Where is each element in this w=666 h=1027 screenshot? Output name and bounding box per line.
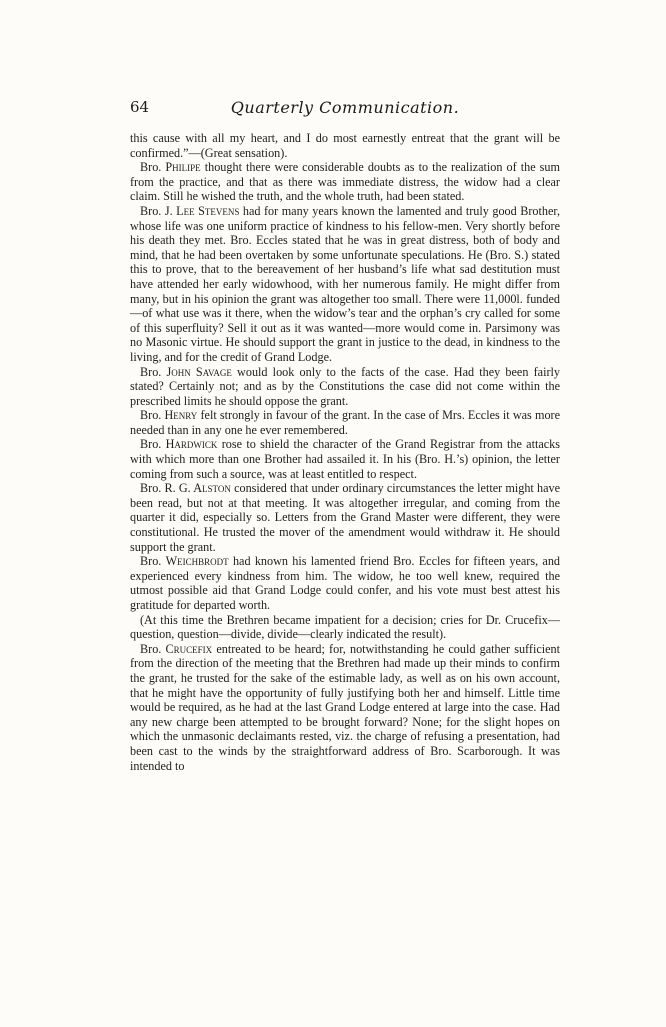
paragraph-text: had known his lamented friend Bro. Eccles for fifteen years, and experienced every kindness from him. The widow, he too well knew, required the utmost possible aid that Grand Lodge could confer, and his vote must best attest his gratitude for departed worth. xyxy=(130,554,561,612)
speaker-name: Philipe xyxy=(165,160,201,175)
paragraph-text: considered that under ordinary circumstances the letter might have been read, but not at that meeting. It was altogether irregular, and coming from the quarter it did, especially so. Letters from the Grand Master were different, they were constitutional. He trusted the mover of the amendment would withdraw it. He should support the grant. xyxy=(130,481,561,554)
paragraph-text: rose to shield the character of the Grand Registrar from the attacks with which more than one Brother had assailed it. In his (Bro. H.’s) opinion, the letter coming from such a source, was at least entitled to respect. xyxy=(130,437,560,481)
speaker-name: J. Lee Stevens xyxy=(164,203,240,218)
paragraph-text: would look only to the facts of the case. Had they been fairly stated? Certainly not; and as by the Constitutions the case did not come within the prescribed limits he should oppose the grant. xyxy=(130,364,560,408)
speaker-name: Crucefix xyxy=(165,641,213,656)
speaker-name: John Savage xyxy=(166,364,232,379)
page-number: 64 xyxy=(130,98,150,116)
paragraph-hardwick: Bro. Hardwick rose to shield the character of the Grand Registrar from the attacks with which more than one Brother had assailed it. In his (Bro. H.’s) opinion, the letter coming from such a source, was at least entitled to respect. xyxy=(130,437,560,481)
speaker-name: Henry xyxy=(164,408,198,423)
paragraph-text: had for many years known the lamented and truly good Brother, whose life was one uniform practice of kindness to his fellow-men. Very shortly before his death they met. Bro. Eccles stated that he was in great distress, both of body and mind, that he had been overtaken by some unfortunate speculations. He (Bro. S.) stated this to prove, that to the bereavement of her husband’s life what sad destitution must have attended her early widowhood, with her numerous family. He might differ from many, but in his opinion the grant was altogether too small. There were 11,000l. funded—of what use was it there, when the widow’s tear and the orphan’s cry called for some of this superfluity? Sell it out as it was wanted—more would come in. Parsimony was no Masonic virtue. He should support the grant in justice to the dead, in kindness to the living, and for the credit of Grand Lodge. xyxy=(130,203,561,364)
paragraph-text: felt strongly in favour of the grant. In the case of Mrs. Eccles it was more needed than in any one he ever remembered. xyxy=(130,408,561,437)
speaker-name: Weichbrodt xyxy=(165,554,229,569)
paragraph-text: entreated to be heard; for, notwithstanding he could gather sufficient from the direction of the meeting that the Brethren had made up their minds to confirm the grant, he trusted for the sake of the estimable lady, as well as on his own account, that he might have the opportunity of fully justifying both her and himself. Little time would be required, as he had at the last Grand Lodge entered at large into the case. Had any new charge been attempted to be brought forward? None; for the slight hopes on which the unmasonic declaimants rested, viz. the charge of refusing a presentation, had been cast to the winds by the straightforward address of Bro. Scarborough. It was intended to xyxy=(130,641,561,773)
speaker-name: R. G. Alston xyxy=(164,481,231,496)
paragraph-continuation xyxy=(130,131,560,160)
paragraph-text: (At this time the Brethren became impatient for a decision; cries for Dr. Crucefix—question, question—divide, divide—clearly indicated the result). xyxy=(130,612,560,642)
running-head xyxy=(130,98,560,120)
paragraph-philipe: Bro. Philipe thought there were considerable doubts as to the realization of the sum from the practice, and that as there was immediate distress, the widow had a clear claim. Still he wished the truth, and the whole truth, had been stated. xyxy=(130,160,561,204)
paragraph-lee-stevens: Bro. J. Lee Stevens had for many years known the lamented and truly good Brother, whose life was one uniform practice of kindness to his fellow-men. Very shortly before his death they met. Bro. Eccles stated that he was in great distress, both of body and mind, that he had been overtaken by some unfortunate speculations. He (Bro. S.) stated this to prove, that to the bereavement of her husband’s life what sad destitution must have attended her early widowhood, with her numerous family. He might differ from many, but in his opinion the grant was altogether too small. There were 11,000l. funded—of what use was it there, when the widow’s tear and the orphan’s cry called for some of this superfluity? Sell it out as it was wanted—more would come in. Parsimony was no Masonic virtue. He should support the grant in justice to the dead, in kindness to the living, and for the credit of Grand Lodge. xyxy=(130,203,561,364)
paragraph-text: thought there were considerable doubts as to the realization of the sum from the practice, and that as there was immediate distress, the widow had a clear claim. Still he wished the truth, and the whole truth, had been stated. xyxy=(130,160,561,204)
page-title: Quarterly Communication. xyxy=(230,98,460,117)
paragraph-interjection xyxy=(130,613,560,642)
paragraph-savage: Bro. John Savage would look only to the facts of the case. Had they been fairly stated? Certainly not; and as by the Constitutions the case did not come within the prescribed limits he should oppose the grant. xyxy=(130,364,560,408)
speaker-name: Hardwick xyxy=(165,437,218,452)
paragraph-weichbrodt: Bro. Weichbrodt had known his lamented friend Bro. Eccles for fifteen years, and experienced every kindness from him. The widow, he too well knew, required the utmost possible aid that Grand Lodge could confer, and his vote must best attest his gratitude for departed worth. xyxy=(130,554,561,612)
paragraph-text: this cause with all my heart, and I do most earnestly entreat that the grant will be confirmed.”—(Great sensation). xyxy=(130,131,560,160)
paragraph-henry: Bro. Henry felt strongly in favour of the grant. In the case of Mrs. Eccles it was more needed than in any one he ever remembered. xyxy=(130,408,561,437)
paragraph-crucefix: Bro. Crucefix entreated to be heard; for, notwithstanding he could gather sufficient from the direction of the meeting that the Brethren had made up their minds to confirm the grant, he trusted for the sake of the estimable lady, as well as on his own account, that he might have the opportunity of fully justifying both her and himself. Little time would be required, as he had at the last Grand Lodge entered at large into the case. Had any new charge been attempted to be brought forward? None; for the slight hopes on which the unmasonic declaimants rested, viz. the charge of refusing a presentation, had been cast to the winds by the straightforward address of Bro. Scarborough. It was intended to xyxy=(130,641,561,773)
paragraph-alston: Bro. R. G. Alston considered that under ordinary circumstances the letter might have been read, but not at that meeting. It was altogether irregular, and coming from the quarter it did, especially so. Letters from the Grand Master were different, they were constitutional. He trusted the mover of the amendment would withdraw it. He should support the grant. xyxy=(130,481,561,554)
body-text xyxy=(130,131,560,773)
